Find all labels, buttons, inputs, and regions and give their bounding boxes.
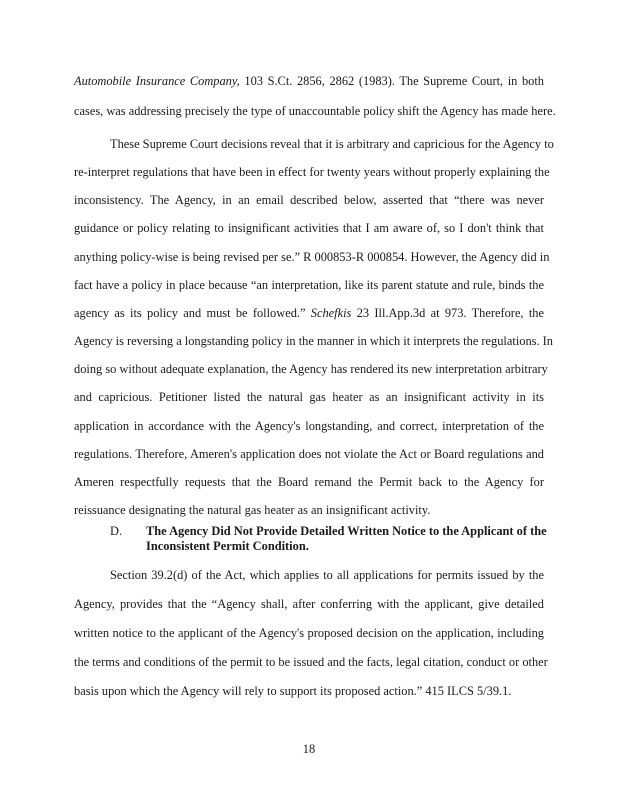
paragraph-3-line-5: basis upon which the Agency will rely to support its proposed action.” 415 ILCS 5/39.1. xyxy=(74,684,512,698)
section-heading-letter: D. xyxy=(110,524,123,538)
paragraph-2-line-9: doing so without adequate explanation, the Agency has rendered its new interpretation arbitrary xyxy=(74,362,548,377)
paragraph-2-line-5: anything policy-wise is being revised per se.” R 000853-R 000854. However, the Agency did in xyxy=(74,249,550,264)
paragraph-2-line-7 xyxy=(74,306,544,320)
paragraph-2-line-6: fact have a policy in place because “an interpretation, like its parent statute and rule, binds the xyxy=(74,277,544,292)
case-citation-italic: Schefkis xyxy=(310,305,352,320)
paragraph-2-line-1: These Supreme Court decisions reveal that it is arbitrary and capricious for the Agency to xyxy=(110,137,554,151)
paragraph-3-line-3: written notice to the applicant of the Agency's proposed decision on the application, including xyxy=(74,626,544,640)
paragraph-2-line-10: and capricious. Petitioner listed the natural gas heater as an insignificant activity in its xyxy=(74,390,544,405)
paragraph-2-line-11: application in accordance with the Agency's longstanding, and correct, interpretation of the xyxy=(74,418,544,433)
paragraph-3-line-1: Section 39.2(d) of the Act, which applies to all applications for permits issued by the xyxy=(110,568,544,582)
paragraph-1-line-1 xyxy=(74,74,544,88)
paragraph-2-line-12: regulations. Therefore, Ameren's application does not violate the Act or Board regulations and xyxy=(74,446,544,461)
paragraph-2-line-14: reissuance designating the natural gas heater as an insignificant activity. xyxy=(74,502,431,517)
paragraph-2-line-7-after: 23 Ill.App.3d at 973. Therefore, the xyxy=(356,305,544,320)
paragraph-2-line-3: inconsistency. The Agency, in an email described below, asserted that “there was never xyxy=(74,193,544,208)
paragraph-3-line-4: the terms and conditions of the permit to be issued and the facts, legal citation, conduct or other xyxy=(74,655,548,669)
section-heading-line-2: Inconsistent Permit Condition. xyxy=(146,539,309,553)
case-citation-italic: Automobile Insurance Company, xyxy=(74,74,240,88)
page-number: 18 xyxy=(302,742,316,756)
paragraph-2-line-4: guidance or policy relating to insignificant activities that I am aware of, so I don't think that xyxy=(74,221,544,236)
section-heading-line-1: The Agency Did Not Provide Detailed Written Notice to the Applicant of the xyxy=(146,524,547,538)
paragraph-1-line-2: cases, was addressing precisely the type of unaccountable policy shift the Agency has made here. xyxy=(74,104,556,118)
paragraph-2-line-8: Agency is reversing a longstanding policy in the manner in which it interprets the regulations. In xyxy=(74,334,553,348)
paragraph-3-line-2: Agency, provides that the “Agency shall, after conferring with the applicant, give detailed xyxy=(74,597,544,611)
paragraph-2-line-2: re-interpret regulations that have been in effect for twenty years without properly explaining the xyxy=(74,165,550,180)
paragraph-2-line-13: Ameren respectfully requests that the Board remand the Permit back to the Agency for xyxy=(74,474,544,489)
paragraph-2-line-7-before: agency as its policy and must be followed.” xyxy=(74,305,306,320)
paragraph-1-line-1-rest: 103 S.Ct. 2856, 2862 (1983). The Supreme Court, in both xyxy=(244,74,545,88)
